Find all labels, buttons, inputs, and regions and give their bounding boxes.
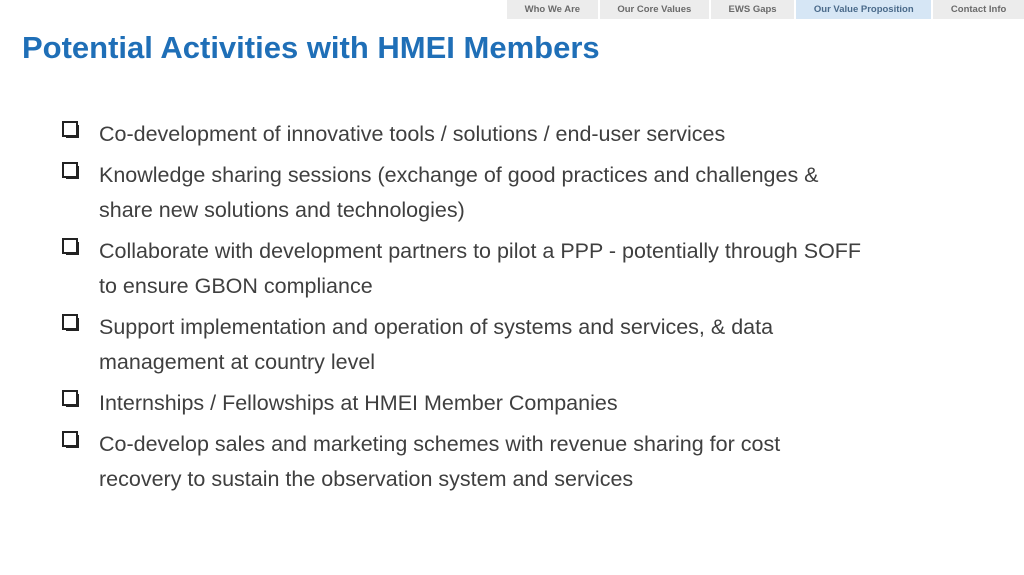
list-item <box>62 234 862 304</box>
list-item-text: Co-development of innovative tools / solutions / end-user services <box>99 122 726 146</box>
checkbox-bullet-icon <box>62 314 79 331</box>
activities-list <box>62 117 862 503</box>
tab-who-we-are[interactable]: Who We Are <box>507 0 598 19</box>
tab-our-value-proposition[interactable]: Our Value Proposition <box>796 0 931 19</box>
list-item-text: Internships / Fellowships at HMEI Member Companies <box>99 391 618 415</box>
list-item <box>62 117 862 152</box>
list-item <box>62 310 862 380</box>
tab-ews-gaps[interactable]: EWS Gaps <box>711 0 794 19</box>
checkbox-bullet-icon <box>62 162 79 179</box>
checkbox-bullet-icon <box>62 238 79 255</box>
list-item-text: Co-develop sales and marketing schemes with revenue sharing for cost recovery to sustain the observation system and services <box>99 432 781 491</box>
checkbox-bullet-icon <box>62 390 79 407</box>
slide-title: Potential Activities with HMEI Members <box>22 30 600 65</box>
list-item <box>62 386 862 421</box>
checkbox-bullet-icon <box>62 121 79 138</box>
tab-contact-info[interactable]: Contact Info <box>933 0 1024 19</box>
list-item <box>62 427 862 497</box>
checkbox-bullet-icon <box>62 431 79 448</box>
tab-our-core-values[interactable]: Our Core Values <box>600 0 709 19</box>
top-navigation <box>507 0 1024 19</box>
list-item-text: Support implementation and operation of systems and services, & data management at country level <box>99 315 774 374</box>
list-item <box>62 158 862 228</box>
list-item-text: Collaborate with development partners to pilot a PPP - potentially through SOFF to ensure GBON compliance <box>99 239 862 298</box>
list-item-text: Knowledge sharing sessions (exchange of good practices and challenges & share new solutions and technologies) <box>99 163 819 222</box>
